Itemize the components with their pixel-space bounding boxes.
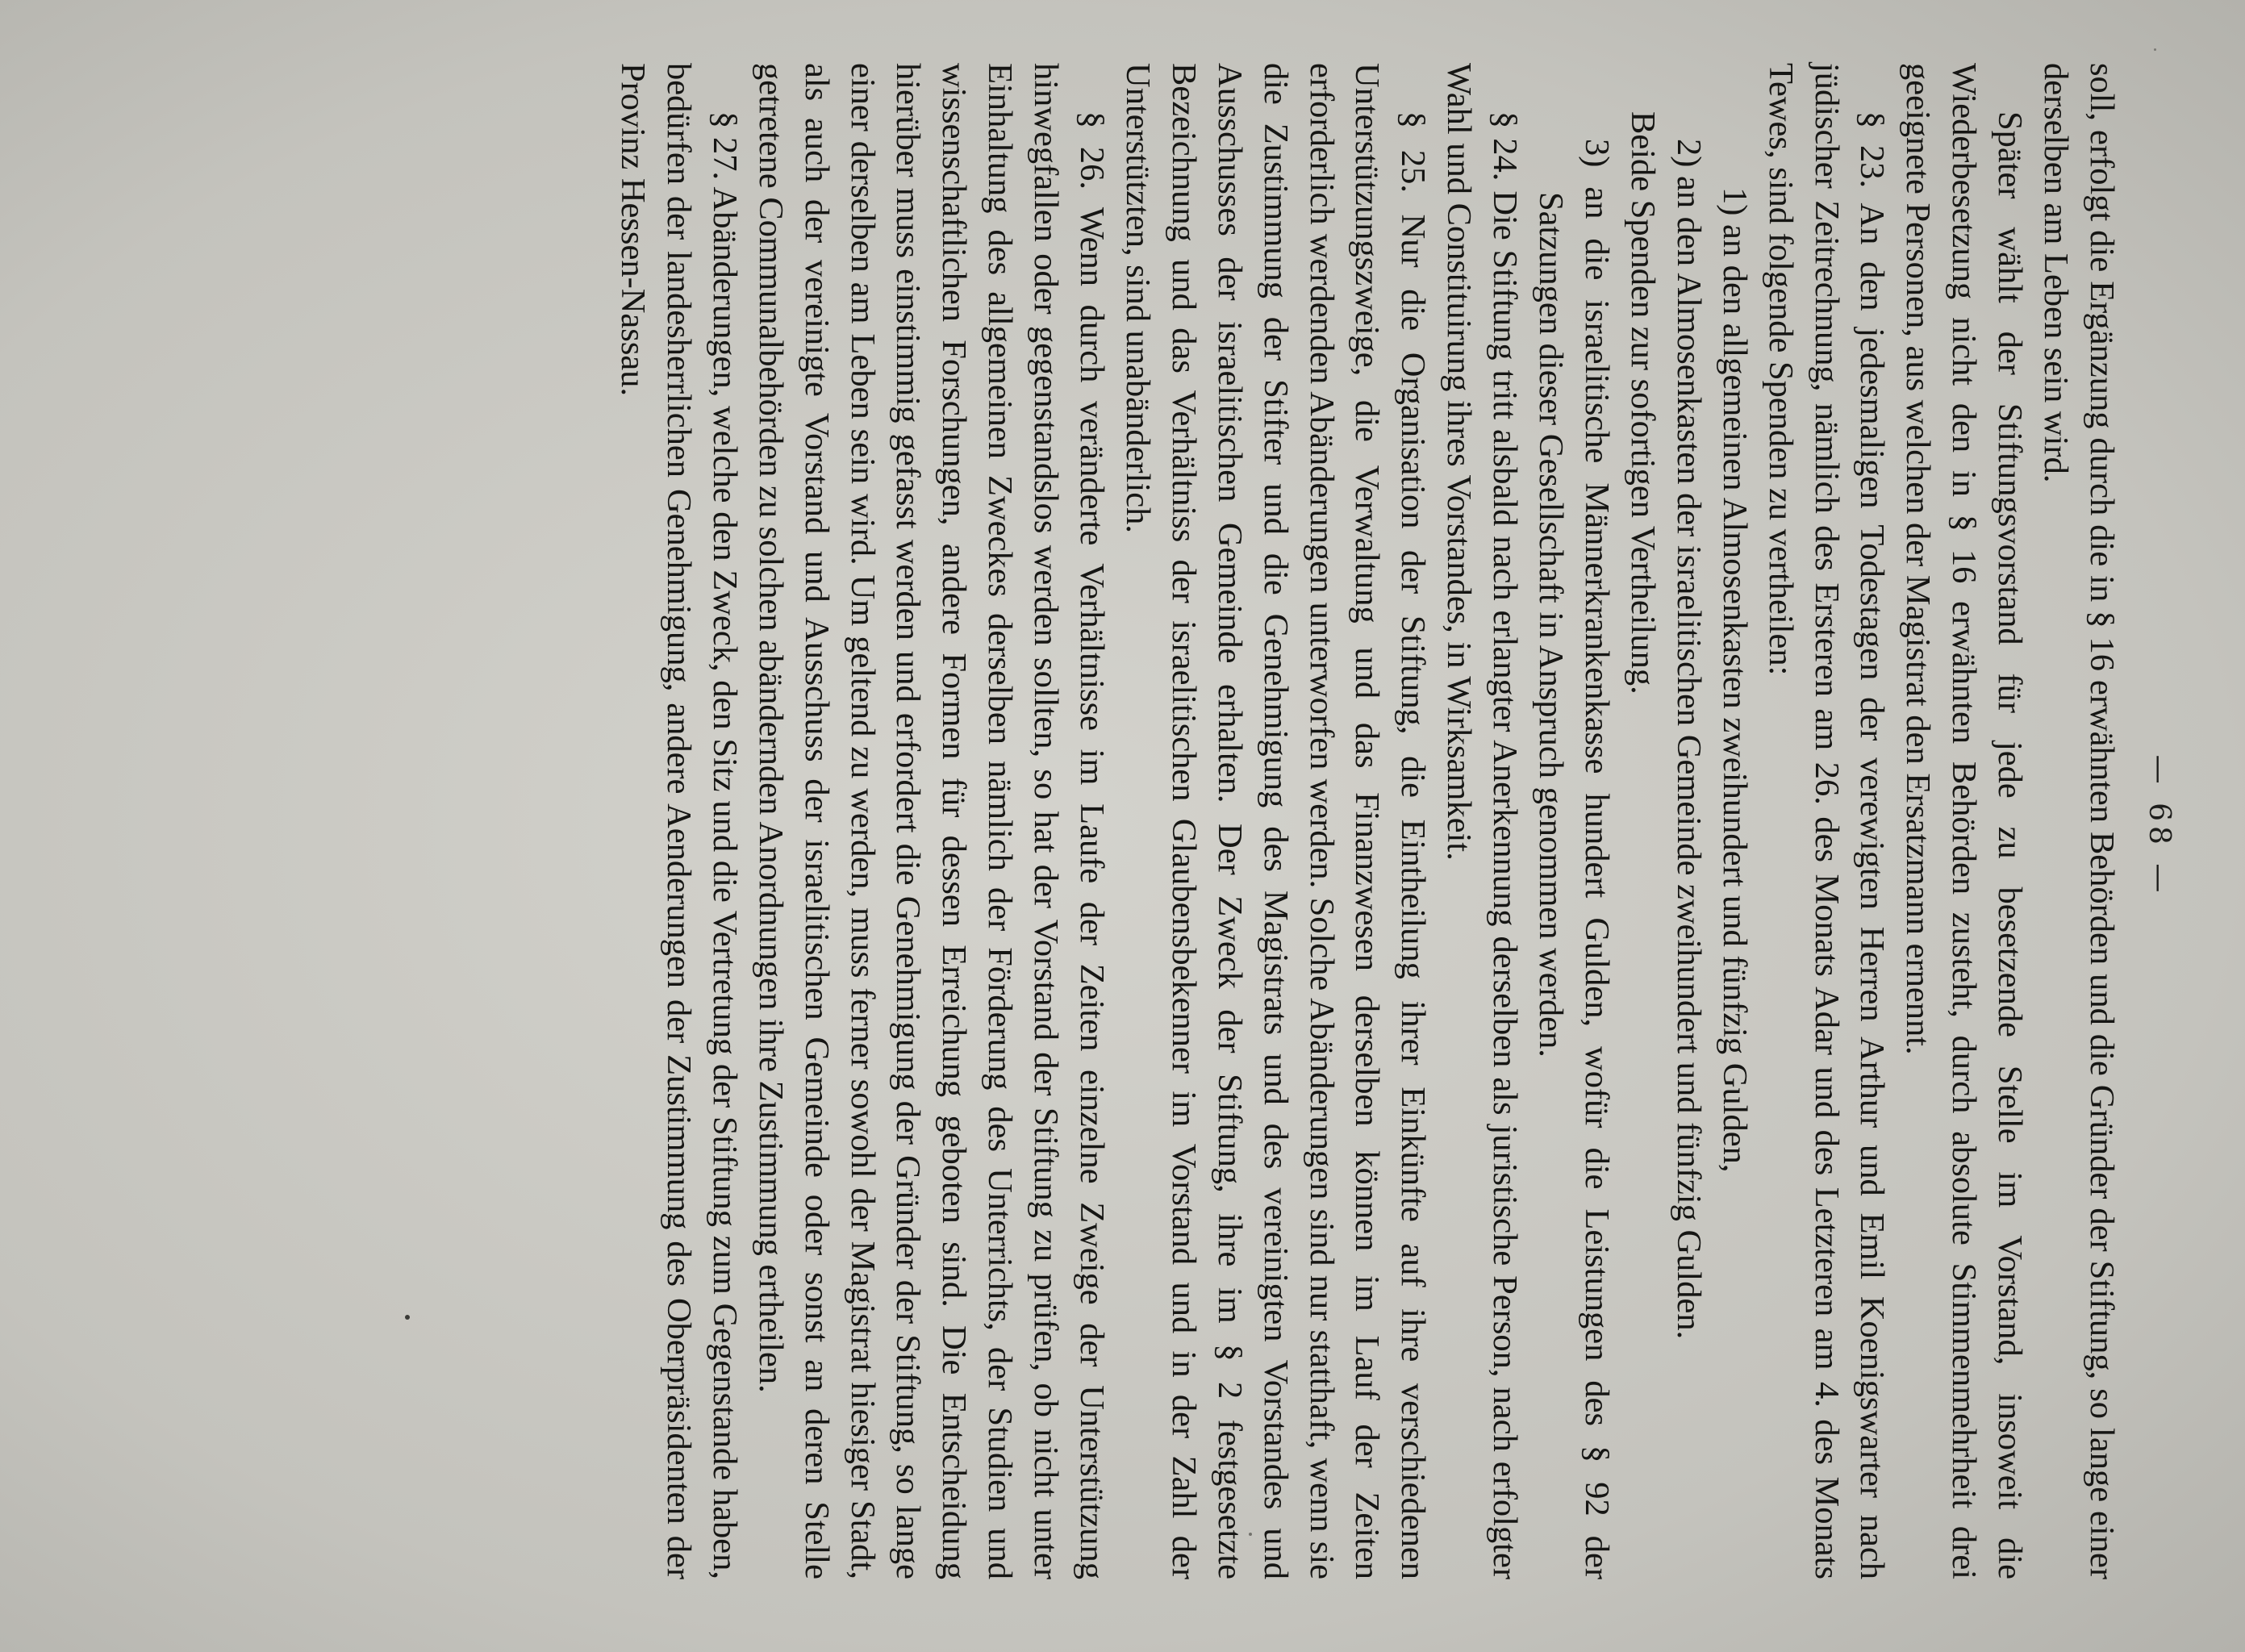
- list-item-1: 1) an den allgemeinen Almosenkasten zweihundert und fünfzig Gulden,: [1715, 187, 1754, 1173]
- paragraph-continuation: soll, erfolgt die Ergänzung durch die in § 16 erwähnten Behörden und die Gründer der Stiftung, so lange einer derselben am Leben sein wird.: [2037, 63, 2121, 1579]
- paragraph-wiederbesetzung: Später wählt der Stiftungsvorstand für jede zu besetzende Stelle im Vorstand, insoweit die Wiederbesetzung nicht den in § 16 erwähnten Behörden zusteht, durch absolute Stimmenmehrheit drei geeignete Personen, aus welchen der Magistrat den Ersatzmann ernennt.: [1899, 63, 2030, 1579]
- list-item-2: 2) an den Almosenkasten der israelitischen Gemeinde zweihundert und fünfzig Gulden.: [1669, 139, 1708, 1340]
- paragraph-beide-spenden: Beide Spenden zur sofortigen Vertheilung.: [1623, 111, 1662, 695]
- section-23: § 23. An den jedesmaligen Todestagen der verewigten Herren Arthur und Emil Koenigswarter nach jüdischer Zeitrechnung, nämlich des Ersteren am 26. des Monats Adar und des Letzteren am 4. des Monats Tewes, sind folgende Spenden zu vertheilen:: [1761, 63, 1892, 1579]
- section-26: § 26. Wenn durch veränderte Verhältnisse im Laufe der Zeiten einzelne Zweige der Unterstützung hinwegfallen oder gegenstandslos werden sollten, so hat der Vorstand der Stiftung zu prüfen, ob nicht unter Einhaltung des allgemeinen Zweckes derselben nämlich der Förderung des Unterrichts, der Studien und wissenschaftlichen Forschungen, andere Formen für dessen Erreichung geboten sind. Die Entscheidung hierüber muss einstimmig gefasst werden und erfordert die Genehmigung der Gründer der Stiftung, so lange einer derselben am Leben sein wird. Um geltend zu werden, muss ferner sowohl der Magistrat hiesiger Stadt, als auch der vereinigte Vorstand und Ausschuss der israelitischen Gemeinde oder sonst an deren Stelle getretene Communalbehörden zu solchen abändernden Anordnungen ihre Zustimmung ertheilen.: [751, 63, 1112, 1579]
- list-item-3: 3) an die israelitische Männerkrankenkasse hundert Gulden, wofür die Leistungen des § 92 der Satzungen dieser Gesellschaft in Anspruch genommen werden.: [1532, 139, 1617, 1579]
- page-body: [609, 63, 2124, 1579]
- page-number: — 68 —: [2143, 754, 2176, 898]
- section-25: § 25. Nur die Organisation der Stiftung, die Eintheilung ihrer Einkünfte auf ihre verschiedenen Unterstützungszweige, die Verwaltung und das Finanzwesen derselben können im Lauf der Zeiten erforderlich werdenden Abänderungen unterworfen werden. Solche Abänderungen sind nur statthaft, wenn sie die Zustimmung der Stifter und die Genehmigung des Magistrats und des vereinigten Vorstandes und Ausschusses der israelitischen Gemeinde erhalten. Der Zweck der Stiftung, ihre im § 2 festgesetzte Bezeichnung und das Verhältniss der israelitischen Glaubensbekenner im Vorstand und in der Zahl der Unterstützten, sind unabänderlich.: [1118, 63, 1433, 1579]
- section-27: § 27. Abänderungen, welche den Zweck, den Sitz und die Vertretung der Stiftung zum Gegenstande haben, bedürfen der landesherrlichen Genehmigung, andere Aenderungen der Zustimmung des Oberpräsidenten der Provinz Hessen-Nassau.: [614, 63, 744, 1579]
- section-24: § 24. Die Stiftung tritt alsbald nach erlangter Anerkennung derselben als juristische Person, nach erfolgter Wahl und Constituirung ihres Vorstandes, in Wirksamkeit.: [1440, 63, 1525, 1579]
